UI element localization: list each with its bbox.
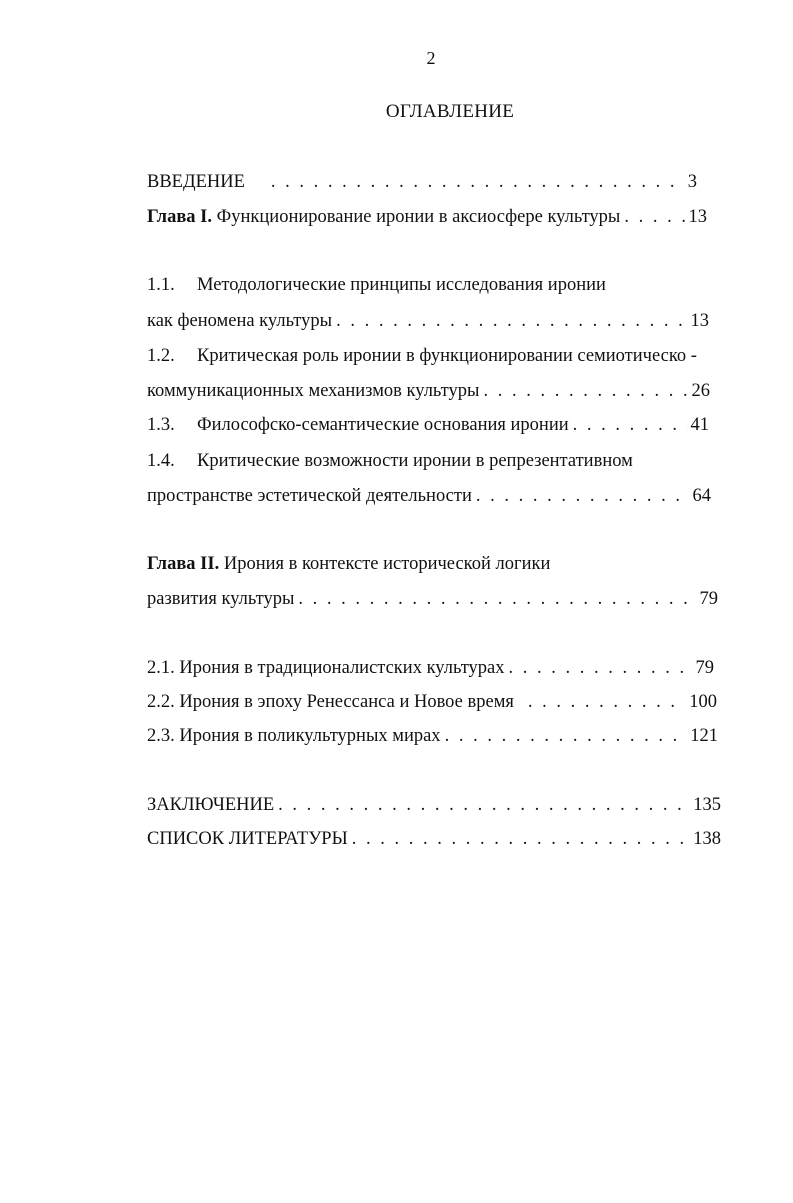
toc-label: коммуникационных механизмов культуры (147, 381, 480, 401)
page-title: ОГЛАВЛЕНИЕ (385, 101, 515, 122)
toc-leader-dots (278, 793, 690, 817)
toc-label: пространстве эстетической деятельности (147, 486, 472, 506)
toc-label: Критическая роль иронии в функционировании семиотическо - (197, 346, 697, 366)
toc-label: Философско-семантические основания иронии (197, 415, 569, 435)
toc-label: Критические возможности иронии в репрезентативном (197, 451, 633, 471)
toc-section-number: 1.2. (147, 346, 175, 366)
toc-page: 13 (688, 207, 707, 227)
toc-page: 121 (690, 726, 718, 746)
toc-entry-1-1[interactable] (147, 309, 709, 333)
toc-leader-dots (624, 205, 685, 229)
toc-page: 3 (687, 172, 697, 192)
toc-chapter-prefix: Глава I. (147, 207, 213, 227)
toc-entry-intro[interactable] (147, 170, 697, 194)
toc-label: 2.1. Ирония в традиционалистских культурах (147, 658, 505, 678)
toc-entry-1-3[interactable] (147, 413, 709, 437)
toc-chapter-prefix: Глава II. (147, 554, 220, 574)
toc-leader-dots (271, 170, 685, 194)
toc-entry-chapter-1[interactable] (147, 205, 707, 229)
toc-page: 26 (691, 381, 710, 401)
toc-leader-dots (476, 484, 690, 508)
toc-page: 79 (699, 589, 718, 609)
toc-section-number: 1.1. (147, 275, 175, 295)
toc-entry-2-2[interactable] (147, 690, 717, 714)
toc-label: ЗАКЛЮЧЕНИЕ (147, 795, 275, 815)
toc-leader-dots (445, 724, 679, 748)
toc-label: как феномена культуры (147, 311, 333, 331)
toc-label: ВВЕДЕНИЕ (147, 172, 245, 192)
toc-leader-dots (336, 309, 687, 333)
toc-page: 79 (695, 658, 714, 678)
toc-label: 2.2. Ирония в эпоху Ренессанса и Новое время (147, 692, 514, 712)
toc-section-number: 1.3. (147, 415, 175, 435)
toc-entry-1-4[interactable] (147, 484, 711, 508)
toc-entry-1-2[interactable] (147, 379, 710, 403)
toc-leader-dots (528, 690, 677, 714)
toc-leader-dots (298, 587, 696, 611)
toc-entry-1-1-line1 (147, 273, 709, 297)
toc-leader-dots (509, 656, 693, 680)
toc-label: развития культуры (147, 589, 295, 609)
toc-label: Методологические принципы исследования иронии (197, 275, 606, 295)
toc-page: 100 (689, 692, 717, 712)
toc-entry-references[interactable] (147, 827, 721, 851)
toc-entry-2-3[interactable] (147, 724, 718, 748)
toc-page: 138 (693, 829, 721, 849)
toc-section-number: 1.4. (147, 451, 175, 471)
toc-label: СПИСОК ЛИТЕРАТУРЫ (147, 829, 348, 849)
toc-entry-1-4-line1 (147, 449, 709, 473)
toc-label: Ирония в контексте исторической логики (223, 554, 551, 574)
toc-page: 64 (692, 486, 711, 506)
toc-leader-dots (352, 827, 694, 851)
toc-leader-dots (483, 379, 688, 403)
toc-page: 135 (693, 795, 721, 815)
toc-page: 41 (690, 415, 709, 435)
toc-entry-chapter-2-line1 (147, 552, 709, 576)
page-number: 2 (426, 48, 436, 68)
toc-entry-chapter-2[interactable] (147, 587, 718, 611)
toc-page: 13 (690, 311, 709, 331)
toc-entry-1-2-line1 (147, 344, 709, 368)
toc-label: 2.3. Ирония в поликультурных мирах (147, 726, 441, 746)
toc-entry-2-1[interactable] (147, 656, 714, 680)
toc-entry-conclusion[interactable] (147, 793, 721, 817)
toc-leader-dots (573, 413, 688, 437)
toc-label: Функционирование иронии в аксиосфере культуры (216, 207, 621, 227)
